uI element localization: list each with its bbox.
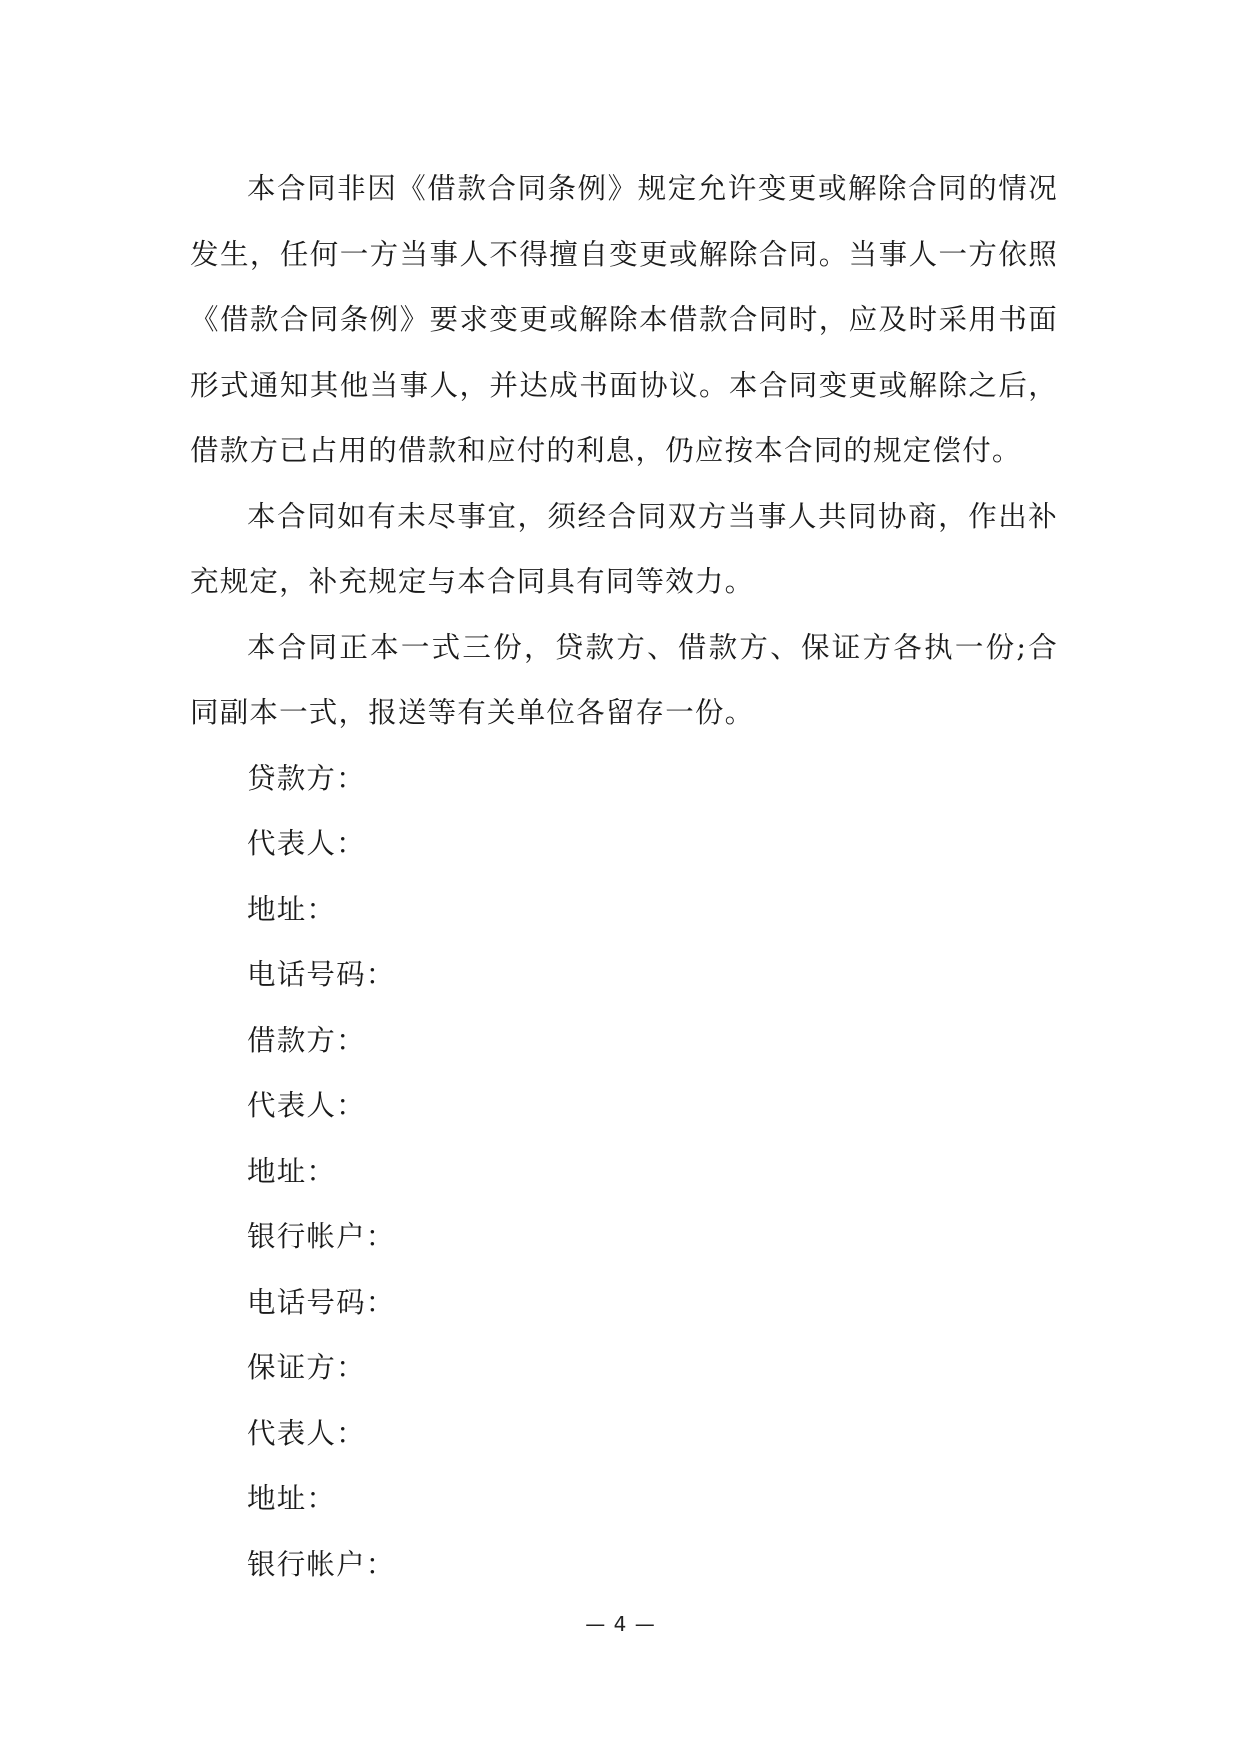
field-lender-phone: 电话号码：	[247, 958, 396, 991]
field-borrower-phone: 电话号码：	[247, 1285, 396, 1319]
field-guarantor-representative: 代表人：	[247, 1416, 366, 1450]
field-borrower-representative: 代表人：	[247, 1089, 366, 1122]
field-borrower-address: 地址：	[247, 1154, 337, 1188]
field-lender: 贷款方：	[247, 761, 366, 795]
page-number: — 4 —	[585, 1612, 656, 1636]
document-body	[190, 156, 1058, 1597]
paragraph-copies-clause: 本合同正本一式三份，贷款方、借款方、保证方各执一份;合同副本一式，报送等有关单位各留存一份。	[190, 630, 1058, 729]
field-borrower-bank-account: 银行帐户：	[247, 1220, 396, 1253]
field-lender-address: 地址：	[247, 892, 337, 926]
field-guarantor-bank-account: 银行帐户：	[247, 1547, 396, 1581]
field-guarantor: 保证方：	[247, 1351, 366, 1384]
field-borrower: 借款方：	[247, 1023, 366, 1057]
paragraph-modification-clause: 本合同非因《借款合同条例》规定允许变更或解除合同的情况发生，任何一方当事人不得擅自变更或解除合同。当事人一方依照《借款合同条例》要求变更或解除本借款合同时，应及时采用书面形式通知其他当事人，并达成书面协议。本合同变更或解除之后，借款方已占用的借款和应付的利息，仍应按本合同的规定偿付。	[190, 172, 1058, 467]
field-lender-representative: 代表人：	[247, 827, 366, 860]
field-guarantor-address: 地址：	[247, 1482, 337, 1515]
paragraph-supplement-clause: 本合同如有未尽事宜，须经合同双方当事人共同协商，作出补充规定，补充规定与本合同具有同等效力。	[190, 499, 1058, 598]
